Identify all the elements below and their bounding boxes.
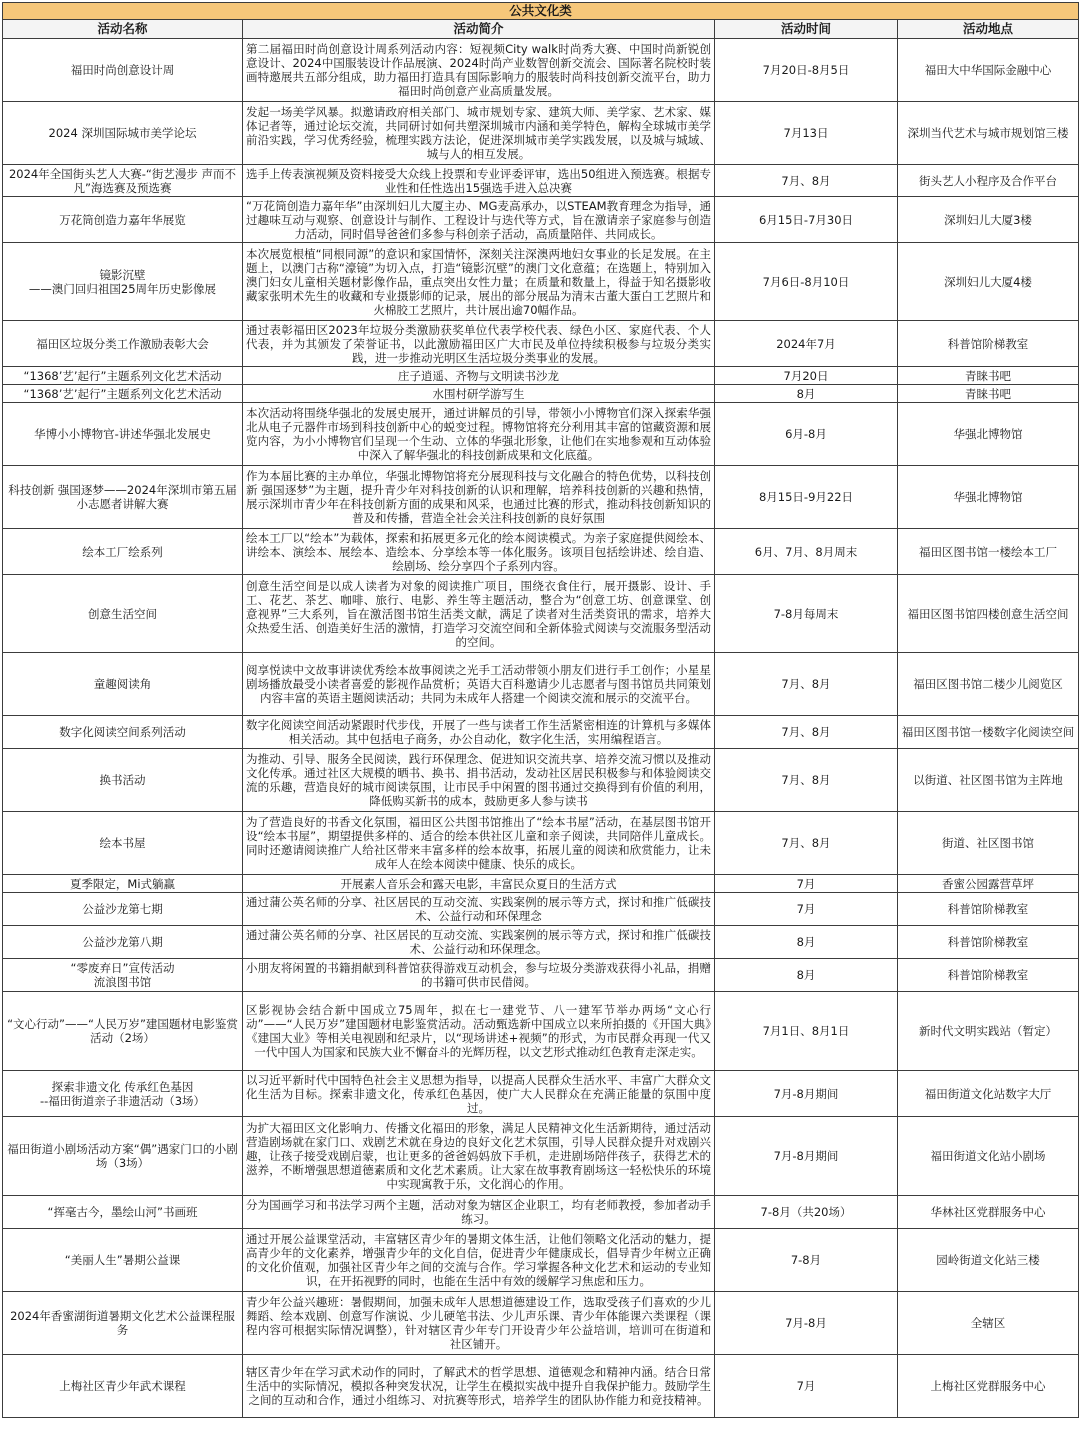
activity-time-cell: 8月 xyxy=(715,385,898,403)
activity-location-cell: 街道、社区图书馆 xyxy=(898,812,1079,875)
table-row xyxy=(3,749,1079,812)
activity-location-cell: 街头艺人小程序及合作平台 xyxy=(898,165,1079,197)
activity-name-cell: 福田街道小剧场活动方案“偶”遇家门口的小剧场（3场） xyxy=(3,1117,243,1196)
activity-time-cell: 6月-8月 xyxy=(715,403,898,466)
activity-time-cell: 7月20日-8月5日 xyxy=(715,39,898,102)
activity-description-cell: 分为国画学习和书法学习两个主题，活动对象为辖区企业职工，均有老师教授，参加者动手练习。 xyxy=(243,1196,715,1229)
activity-name-cell: 公益沙龙第七期 xyxy=(3,893,243,926)
activity-description-cell: 青少年公益兴趣班：暑假期间，加强未成年人思想道德建设工作，选取受孩子们喜欢的少儿舞蹈、绘本戏剧、创意写作演说、少儿硬笔书法、少儿声乐课、青少年体能课六类课程（课程内容可根据实际情况调整），针对辖区青少年专门开设青少年公益培训，培训可在街道和社区铺开。 xyxy=(243,1292,715,1355)
activity-description-cell: 通过开展公益课堂活动，丰富辖区青少年的暑期文体生活，让他们领略文化活动的魅力，提高青少年的文化素养，增强青少年的文化自信，促进青少年健康成长，倡导青少年树立正确的文化价值观，加强社区青少年之间的交流与合作。学习掌握各种文化艺术和运动的专业知识，在开拓视野的同时，也能在生活中有效的缓解学习焦虑和压力。 xyxy=(243,1229,715,1292)
activity-description-cell: 作为本届比赛的主办单位，华强北博物馆将充分展现科技与文化融合的特色优势，以科技创新 强国逐梦”为主题，提升青少年对科技创新的认识和理解，培养科技创新的兴趣和热情，展示深圳市青少年在科技创新方面的成果和风采，也通过比赛的形式，推动科技创新知识的普及和传播，营造全社会关注科技创新的良好氛围 xyxy=(243,466,715,529)
activity-name-cell: 探索非遗文化 传承红色基因 --福田街道亲子非遗活动（3场） xyxy=(3,1071,243,1117)
activity-description-cell: 创意生活空间是以成人读者为对象的阅读推广项目，围绕衣食住行，展开摄影、设计、手工、花艺、茶艺、咖啡、旅行、电影、养生等主题活动，整合为“创意工坊、创意课堂、创意视界”三大系列，旨在激活图书馆生活类文献，满足了读者对生活类资讯的需求，培养大众热爱生活、创造美好生活的激情，打造学习交流空间和全新体验式阅读与交流服务型活动的空间。 xyxy=(243,575,715,653)
activity-name-cell: 换书活动 xyxy=(3,749,243,812)
activity-description-cell: “万花筒创造力嘉年华”由深圳妇儿大厦主办、MG麦高承办，以STEAM教育理念为指导，通过趣味互动与观察、创意设计与制作、工程设计与迭代等方式，旨在激请亲子家庭参与创造力活动，同时倡导爸爸们多参与科创亲子活动，高质量陪伴、共同成长。 xyxy=(243,197,715,243)
activity-description-cell: 区影视协会结合新中国成立75周年，拟在七一建党节、八一建军节举办两场“文心行动”——“人民万岁”建国题材电影鉴赏活动。活动甄选新中国成立以来所拍摄的《开国大典》《建国大业》等相关电视剧和纪录片，以“现场讲述+视频”的形式，为市民群众再现一代又一代中国人为国家和民族大业不懈奋斗的光辉历程，以文艺形式推动红色教育走深走实。 xyxy=(243,992,715,1071)
activity-description-cell: 以习近平新时代中国特色社会主义思想为指导，以提高人民群众生活水平、丰富广大群众文化生活为目标。探索非遗文化，传承红色基因，使广大人民群众在充满正能量的氛围中度过。 xyxy=(243,1071,715,1117)
activity-time-cell: 6月15日-7月30日 xyxy=(715,197,898,243)
activity-description-cell: 阅享悦读中文故事讲读优秀绘本故事阅读之光手工活动带领小朋友们进行手工创作；小星星剧场播放最受小读者喜爱的影视作品赏析；英语大百科邀请少儿志愿者与图书馆员共同策划内容丰富的英语主题阅读活动；共同为未成年人搭建一个阅读交流和展示的交流平台。 xyxy=(243,653,715,716)
activity-name-cell: 上梅社区青少年武术课程 xyxy=(3,1355,243,1418)
activity-description-cell: 开展素人音乐会和露天电影，丰富民众夏日的生活方式 xyxy=(243,875,715,893)
activity-time-cell: 7-8月每周末 xyxy=(715,575,898,653)
activity-location-cell: 福田区图书馆一楼绘本工厂 xyxy=(898,529,1079,575)
table-row xyxy=(3,575,1079,653)
activity-location-cell: 青睐书吧 xyxy=(898,385,1079,403)
activity-location-cell: 香蜜公园露营草坪 xyxy=(898,875,1079,893)
activity-time-cell: 7-8月 xyxy=(715,1229,898,1292)
table-body xyxy=(3,39,1079,1418)
table-title-row xyxy=(3,3,1079,20)
table-row xyxy=(3,367,1079,385)
activity-description-cell: 选手上传表演视频及资料接受大众线上投票和专业评委评审，选出50组进入预选赛。根据专业性和任性选出15强选手进入总决赛 xyxy=(243,165,715,197)
table-row xyxy=(3,165,1079,197)
activity-name-cell: 2024 深圳国际城市美学论坛 xyxy=(3,102,243,165)
table-row xyxy=(3,529,1079,575)
activity-description-cell: 通过蒲公英名师的分享、社区居民的互动交流、实践案例的展示等方式，探讨和推广低碳技术、公益行动和环保理念。 xyxy=(243,926,715,959)
activity-description-cell: 通过表彰福田区2023年垃圾分类激励获奖单位代表学校代表、绿色小区、家庭代表、个人代表，并为其颁发了荣誉证书，以此激励福田区广大市民及单位持续积极参与垃圾分类实践，进一步推动光明区生活垃圾分类事业的发展。 xyxy=(243,321,715,367)
activity-location-cell: 科普馆阶梯教室 xyxy=(898,321,1079,367)
activity-time-cell: 7月 xyxy=(715,1355,898,1418)
activity-description-cell: 本次展览根植“同根同源”的意识和家国情怀，深刻关注深澳两地妇女事业的长足发展。在主题上，以澳门古称“濠镜”为切入点，打造“镜影沉壁”的澳门文化意蕴；在选题上，特别加入澳门妇女儿童相关题材影像作品，重点突出女性力量；在质量和数量上，得益于知名摄影收藏家张明术先生的收藏和专业摄影师的记录，展出的部分展品为清末古董大蛋白工艺照片和火棉胶工艺照片，共计展出逾70幅作品。 xyxy=(243,243,715,321)
activity-time-cell: 7月-8月 xyxy=(715,1292,898,1355)
activity-location-cell: 全辖区 xyxy=(898,1292,1079,1355)
activity-description-cell: 数字化阅读空间活动紧跟时代步伐，开展了一些与读者工作生活紧密相连的计算机与多媒体相关活动。其中包括电子商务，办公自动化，数字化生活，实用编程语言。 xyxy=(243,716,715,749)
activity-name-cell: 童趣阅读角 xyxy=(3,653,243,716)
activity-time-cell: 7月-8月期间 xyxy=(715,1117,898,1196)
activity-location-cell: 华强北博物馆 xyxy=(898,403,1079,466)
activity-time-cell: 7月 xyxy=(715,875,898,893)
activity-description-cell: 发起一场美学风暴。拟邀请政府相关部门、城市规划专家、建筑大师、美学家、艺术家、媒体记者等，通过论坛交流，共同研讨如何共塑深圳城市内涵和美学特色，解构全球城市美学前沿实践，学习优秀经验，梳理实践方法论，促进深圳城市美学实践发展，以及城与城域、城与人的相互发展。 xyxy=(243,102,715,165)
activity-name-cell: 福田区垃圾分类工作激励表彰大会 xyxy=(3,321,243,367)
activity-location-cell: 福田区图书馆一楼数字化阅读空间 xyxy=(898,716,1079,749)
table-row xyxy=(3,321,1079,367)
table-row xyxy=(3,102,1079,165)
table-header-row xyxy=(3,20,1079,39)
activity-name-cell: “文心行动”——“人民万岁”建国题材电影鉴赏活动（2场） xyxy=(3,992,243,1071)
activity-description-cell: 第二届福田时尚创意设计周系列活动内容：短视频City walk时尚秀大赛、中国时尚新锐创意设计、2024中国服装设计作品展演、2024时尚产业数智创新交流会、国际著名院校时装画特邀展共五部分组成，助力福田打造具有国际影响力的服装时尚科技创新交流平台，助力福田时尚创意产业高质量发展。 xyxy=(243,39,715,102)
activity-location-cell: 华强北博物馆 xyxy=(898,466,1079,529)
table-row xyxy=(3,992,1079,1071)
activity-description-cell: 小朋友将闲置的书籍捐献到科普馆获得游戏互动机会，参与垃圾分类游戏获得小礼品，捐赠的书籍可供市民借阅。 xyxy=(243,959,715,992)
activity-time-cell: 7-8月（共20场） xyxy=(715,1196,898,1229)
table-row xyxy=(3,812,1079,875)
activity-name-cell: 2024年全国街头艺人大赛-“街艺漫步 声而不凡”海选赛及预选赛 xyxy=(3,165,243,197)
activity-location-cell: 新时代文明实践站（暂定） xyxy=(898,992,1079,1071)
activity-location-cell: 华林社区党群服务中心 xyxy=(898,1196,1079,1229)
activity-time-cell: 8月 xyxy=(715,926,898,959)
activity-name-cell: 华博小小博物官-讲述华强北发展史 xyxy=(3,403,243,466)
table-row xyxy=(3,959,1079,992)
activity-location-cell: 以街道、社区图书馆为主阵地 xyxy=(898,749,1079,812)
table-row xyxy=(3,385,1079,403)
activity-name-cell: 2024年香蜜湖街道暑期文化艺术公益课程服务 xyxy=(3,1292,243,1355)
activity-name-cell: 绘本书屋 xyxy=(3,812,243,875)
table-row xyxy=(3,1355,1079,1418)
table-row xyxy=(3,875,1079,893)
activity-description-cell: 为了营造良好的书香文化氛围，福田区公共图书馆推出了“绘本书屋”活动，在基层图书馆开设“绘本书屋”，期望提供多样的、适合的绘本供社区儿童和亲子阅读，共同陪伴儿童成长。同时还邀请阅读推广人给社区带来丰富多样的绘本故事，拓展儿童的阅读和欣赏能力，让未成年人在绘本阅读中健康、快乐的成长。 xyxy=(243,812,715,875)
activity-location-cell: 科普馆阶梯教室 xyxy=(898,926,1079,959)
table-row xyxy=(3,1117,1079,1196)
table-row xyxy=(3,1071,1079,1117)
activity-name-cell: 夏季限定，Mi式躺赢 xyxy=(3,875,243,893)
activity-time-cell: 7月 xyxy=(715,893,898,926)
activity-time-cell: 7月、8月 xyxy=(715,165,898,197)
activity-description-cell: 通过蒲公英名师的分享、社区居民的互动交流、实践案例的展示等方式，探讨和推广低碳技术、公益行动和环保理念 xyxy=(243,893,715,926)
activity-location-cell: 科普馆阶梯教室 xyxy=(898,959,1079,992)
activity-description-cell: 水围村研学游写生 xyxy=(243,385,715,403)
activity-time-cell: 7月、8月 xyxy=(715,812,898,875)
activity-location-cell: 科普馆阶梯教室 xyxy=(898,893,1079,926)
table-row xyxy=(3,653,1079,716)
table-row xyxy=(3,466,1079,529)
activity-description-cell: 辖区青少年在学习武术动作的同时，了解武术的哲学思想、道德观念和精神内涵。结合日常生活中的实际情况，模拟各种突发状况，让学生在模拟实战中提升自我保护能力。鼓励学生之间的互动和合作，通过小组练习、对抗赛等形式，培养学生的团队协作能力和竞技精神。 xyxy=(243,1355,715,1418)
activity-name-cell: 绘本工厂绘系列 xyxy=(3,529,243,575)
header-activity-location: 活动地点 xyxy=(898,20,1079,39)
activity-time-cell: 7月6日-8月10日 xyxy=(715,243,898,321)
activity-location-cell: 福田街道文化站小剧场 xyxy=(898,1117,1079,1196)
activity-name-cell: 福田时尚创意设计周 xyxy=(3,39,243,102)
activity-name-cell: 镜影沉壁 ——澳门回归祖国25周年历史影像展 xyxy=(3,243,243,321)
activity-location-cell: 福田街道文化站数字大厅 xyxy=(898,1071,1079,1117)
activity-table xyxy=(2,2,1079,1418)
activity-time-cell: 7月20日 xyxy=(715,367,898,385)
activity-location-cell: 福田大中华国际金融中心 xyxy=(898,39,1079,102)
activity-time-cell: 8月15日-9月22日 xyxy=(715,466,898,529)
activity-time-cell: 7月、8月 xyxy=(715,653,898,716)
activity-location-cell: 上梅社区党群服务中心 xyxy=(898,1355,1079,1418)
table-row xyxy=(3,39,1079,102)
header-activity-description: 活动简介 xyxy=(243,20,715,39)
activity-name-cell: 数字化阅读空间系列活动 xyxy=(3,716,243,749)
activity-time-cell: 7月13日 xyxy=(715,102,898,165)
activity-time-cell: 7月、8月 xyxy=(715,749,898,812)
activity-location-cell: 深圳当代艺术与城市规划馆三楼 xyxy=(898,102,1079,165)
activity-time-cell: 8月 xyxy=(715,959,898,992)
activity-name-cell: “美丽人生”暑期公益课 xyxy=(3,1229,243,1292)
activity-time-cell: 7月-8月期间 xyxy=(715,1071,898,1117)
table-row xyxy=(3,1196,1079,1229)
activity-description-cell: 庄子逍遥、齐物与文明读书沙龙 xyxy=(243,367,715,385)
table-row xyxy=(3,926,1079,959)
table-row xyxy=(3,1229,1079,1292)
activity-location-cell: 园岭街道文化站三楼 xyxy=(898,1229,1079,1292)
activity-name-cell: “零废弃日”宣传活动 流浪图书馆 xyxy=(3,959,243,992)
header-activity-time: 活动时间 xyxy=(715,20,898,39)
activity-name-cell: 万花筒创造力嘉年华展览 xyxy=(3,197,243,243)
activity-location-cell: 青睐书吧 xyxy=(898,367,1079,385)
activity-name-cell: “1368’艺’起行”主题系列文化艺术活动 xyxy=(3,367,243,385)
activity-time-cell: 2024年7月 xyxy=(715,321,898,367)
activity-location-cell: 深圳妇儿大厦3楼 xyxy=(898,197,1079,243)
activity-name-cell: 公益沙龙第八期 xyxy=(3,926,243,959)
activity-name-cell: “1368’艺’起行”主题系列文化艺术活动 xyxy=(3,385,243,403)
activity-description-cell: 本次活动将围绕华强北的发展史展开，通过讲解员的引导，带领小小博物官们深入探索华强北从电子元器件市场到科技创新中心的蜕变过程。博物馆将充分利用其丰富的馆藏资源和展览内容，为小小博物官们呈现一个生动、立体的华强北形象，让他们在实地参观和互动体验中深入了解华强北的科技创新成果和文化底蕴。 xyxy=(243,403,715,466)
table-row xyxy=(3,197,1079,243)
activity-location-cell: 福田区图书馆二楼少儿阅览区 xyxy=(898,653,1079,716)
table-row xyxy=(3,893,1079,926)
table-row xyxy=(3,716,1079,749)
activity-location-cell: 深圳妇儿大厦4楼 xyxy=(898,243,1079,321)
activity-name-cell: 创意生活空间 xyxy=(3,575,243,653)
activity-name-cell: 科技创新 强国逐梦——2024年深圳市第五届小志愿者讲解大赛 xyxy=(3,466,243,529)
activity-description-cell: 为推动、引导、服务全民阅读，践行环保理念、促进知识交流共享、培养交流习惯以及推动文化传承。通过社区大规模的晒书、换书、捐书活动，发动社区居民积极参与和体验阅读交流的乐趣，营造良好的城市阅读氛围，让市民手中闲置的图书通过交换得到有价值的利用，降低购买新书的成本，鼓励更多人参与读书 xyxy=(243,749,715,812)
activity-description-cell: 为扩大福田区文化影响力、传播文化福田的形象，满足人民精神文化生活新期待，通过活动营造剧场就在家门口、戏剧艺术就在身边的良好文化艺术氛围，引导人民群众提升对戏剧兴趣，让孩子接受戏剧启蒙，也让更多的爸爸妈妈放下手机，走进剧场陪伴孩子，获得艺术的滋养，不断增强思想道德素质和文化艺术素质。让大家在故事教育剧场这一轻松快乐的环境中实现寓教于乐，文化润心的作用。 xyxy=(243,1117,715,1196)
activity-description-cell: 绘本工厂以“绘本”为载体，探索和拓展更多元化的绘本阅读模式。为亲子家庭提供阅绘本、讲绘本、演绘本、展绘本、造绘本、分享绘本等一体化服务。该项目包括绘讲述、绘自造、绘剧场、绘分享四个子系列内容。 xyxy=(243,529,715,575)
activity-time-cell: 6月、7月、8月周末 xyxy=(715,529,898,575)
table-title: 公共文化类 xyxy=(3,3,1079,20)
activity-sheet xyxy=(0,2,1080,1442)
activity-time-cell: 7月、8月 xyxy=(715,716,898,749)
activity-location-cell: 福田区图书馆四楼创意生活空间 xyxy=(898,575,1079,653)
header-activity-name: 活动名称 xyxy=(3,20,243,39)
table-row xyxy=(3,1292,1079,1355)
table-row xyxy=(3,403,1079,466)
activity-time-cell: 7月1日、8月1日 xyxy=(715,992,898,1071)
activity-name-cell: “挥毫古今，墨绘山河”书画班 xyxy=(3,1196,243,1229)
table-row xyxy=(3,243,1079,321)
